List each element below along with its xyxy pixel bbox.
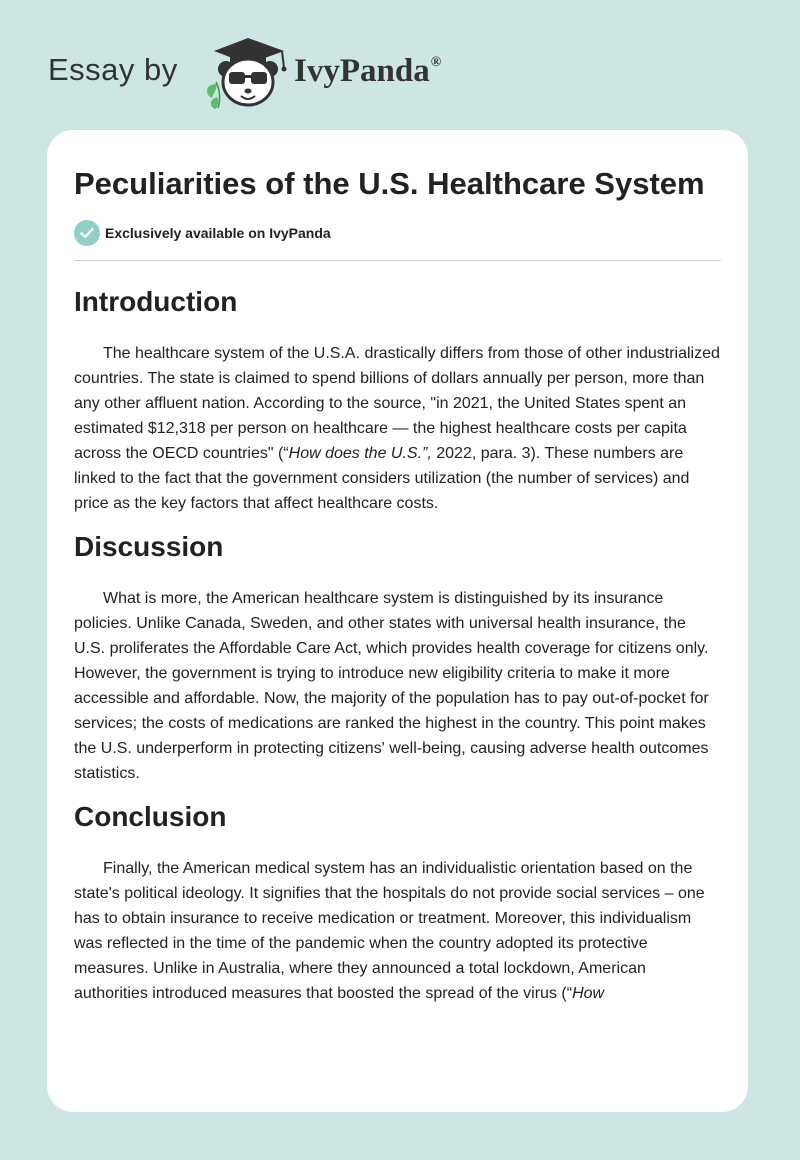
essay-title: Peculiarities of the U.S. Healthcare System bbox=[74, 166, 705, 201]
section-heading: Conclusion bbox=[74, 801, 227, 832]
citation: How bbox=[572, 985, 605, 1002]
site-header bbox=[0, 0, 800, 130]
exclusive-badge bbox=[74, 218, 721, 248]
ivypanda-brand[interactable]: IvyPanda® bbox=[294, 53, 442, 89]
checkmark-icon bbox=[74, 220, 100, 246]
section-paragraph: Finally, the American medical system has an individualistic orientation based on the state's political ideology. It signifies that the hospitals do not provide social services – one has to obtain insurance to receive medication or treatment. Moreover, this individualism was reflected in the time of the pandemic when the country adopted its protective measures. Unlike in Australia, where they announced a total lockdown, American authorities introduced measures that boosted the spread of the virus (“How bbox=[74, 860, 705, 1002]
section-heading: Introduction bbox=[74, 286, 238, 317]
title-divider bbox=[74, 260, 721, 261]
section-introduction bbox=[74, 285, 721, 516]
citation: How does the U.S.”, bbox=[288, 445, 432, 462]
essay-by-label: Essay by bbox=[48, 52, 178, 87]
section-paragraph: The healthcare system of the U.S.A. drastically differs from those of other industrialized countries. The state is claimed to spend billions of dollars annually per person, more than any other affluent nation. According to the source, "in 2021, the United States spent an estimated $12,318 per person on healthcare — the highest healthcare costs per capita across the OECD countries" (“How does the U.S.”, 2022, para. 3). These numbers are linked to the fact that the government considers utilization (the number of services) and price as the key factors that affect healthcare costs. bbox=[74, 345, 720, 512]
section-discussion bbox=[74, 530, 721, 786]
registered-mark: ® bbox=[430, 55, 442, 70]
ivypanda-logo-icon[interactable] bbox=[202, 34, 294, 110]
essay-card bbox=[47, 130, 748, 1112]
exclusive-label: Exclusively available on IvyPanda bbox=[105, 225, 331, 241]
section-heading: Discussion bbox=[74, 531, 224, 562]
section-conclusion bbox=[74, 800, 721, 1006]
section-paragraph: What is more, the American healthcare system is distinguished by its insurance policies. Unlike Canada, Sweden, and other states with universal health insurance, the U.S. proliferates the Affordable Care Act, which provides health coverage for citizens only. However, the government is trying to introduce new eligibility criteria to make it more accessible and affordable. Now, the majority of the population has to pay out-of-pocket for services; the costs of medications are ranked the highest in the country. This point makes the U.S. underperform in protecting citizens' well-being, causing adverse health outcomes statistics. bbox=[74, 590, 709, 782]
